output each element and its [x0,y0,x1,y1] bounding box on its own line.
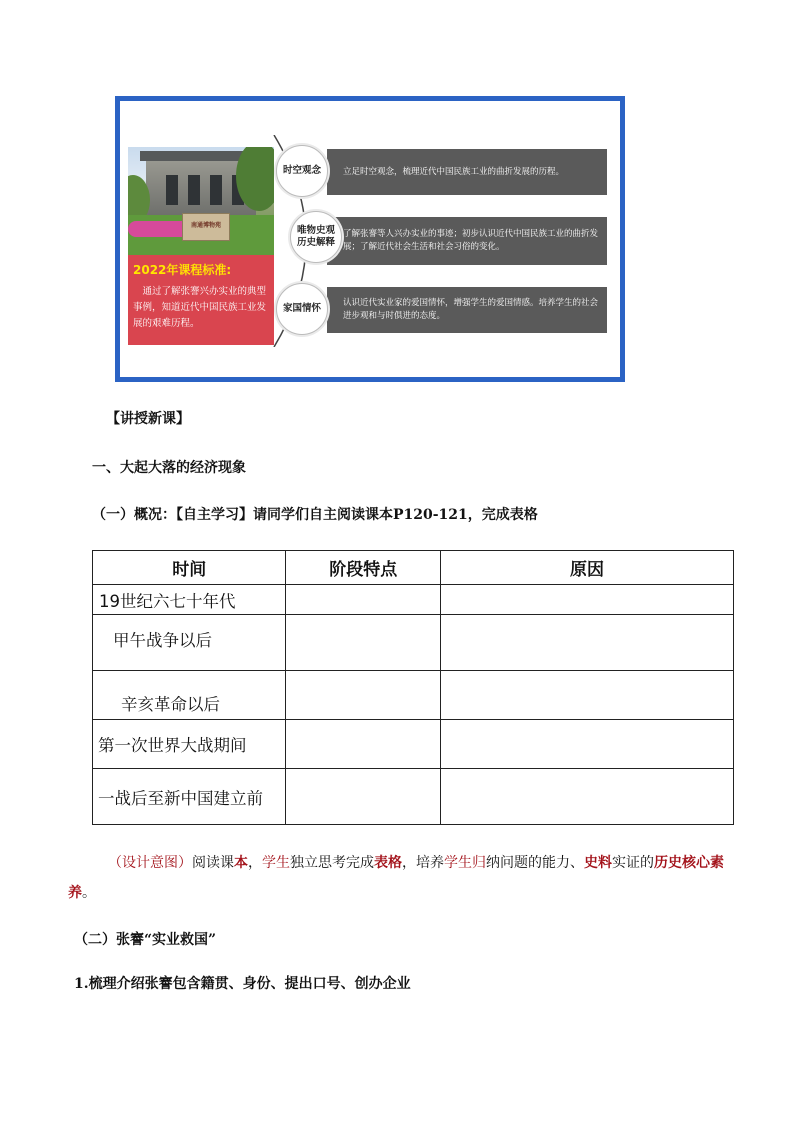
cell-feature[interactable] [286,671,441,720]
objective-circle-2: 唯物史观 历史解释 [290,211,342,263]
cell-time: 第一次世界大战期间 [93,720,286,769]
museum-sign-stone: 南通博物苑 [182,213,230,241]
cell-time: 19世纪六七十年代 [93,585,286,615]
header-time: 时间 [93,551,286,585]
cell-time: 辛亥革命以后 [93,671,286,720]
cell-feature[interactable] [286,585,441,615]
cell-time: 一战后至新中国建立前 [93,769,286,825]
table-row [93,615,734,671]
subheading-zhangjian: （二）张謇“实业救国” [74,932,217,948]
cell-reason[interactable] [440,769,733,825]
item-1-text: 1.梳理介绍张謇包含籍贯、身份、提出口号、创办企业 [74,976,411,992]
objective-bar-1: 立足时空观念，梳理近代中国民族工业的曲折发展的历程。 [327,149,607,195]
header-reason: 原因 [440,551,733,585]
cell-reason[interactable] [440,720,733,769]
subheading-overview: （一）概况：【自主学习】请同学们自主阅读课本P120-121，完成表格 [92,507,538,523]
objective-circle-3: 家国情怀 [276,283,328,335]
design-intent-paragraph: （设计意图）阅读课本，学生独立思考完成表格，培养学生归纳问题的能力、史料实证的历史核心素养。 [68,855,724,901]
table-header-row [93,551,734,585]
cell-feature[interactable] [286,615,441,671]
table-row [93,585,734,615]
objective-circle-1: 时空观念 [276,145,328,197]
museum-photo [128,147,274,255]
cell-reason[interactable] [440,585,733,615]
section-label: 【讲授新课】 [106,411,190,427]
course-standard-banner [115,96,625,382]
heading-economy: 一、大起大落的经济现象 [92,460,246,476]
objective-bar-2: 了解张謇等人兴办实业的事迹；初步认识近代中国民族工业的曲折发展；了解近代社会生活和社会习俗的变化。 [327,217,607,265]
course-standard-body: 通过了解张謇兴办实业的典型事例，知道近代中国民族工业发展的艰难历程。 [133,286,267,329]
course-standard-box [128,255,274,345]
cell-time: 甲午战争以后 [93,615,286,671]
cell-feature[interactable] [286,769,441,825]
cell-reason[interactable] [440,615,733,671]
stage-table [92,550,734,825]
cell-reason[interactable] [440,671,733,720]
table-row [93,671,734,720]
course-standard-title: 2022年课程标准: [133,263,232,277]
objective-bar-3: 认识近代实业家的爱国情怀，增强学生的爱国情感。培养学生的社会进步观和与时俱进的态度。 [327,287,607,333]
table-row [93,720,734,769]
table-row [93,769,734,825]
cell-feature[interactable] [286,720,441,769]
header-feature: 阶段特点 [286,551,441,585]
